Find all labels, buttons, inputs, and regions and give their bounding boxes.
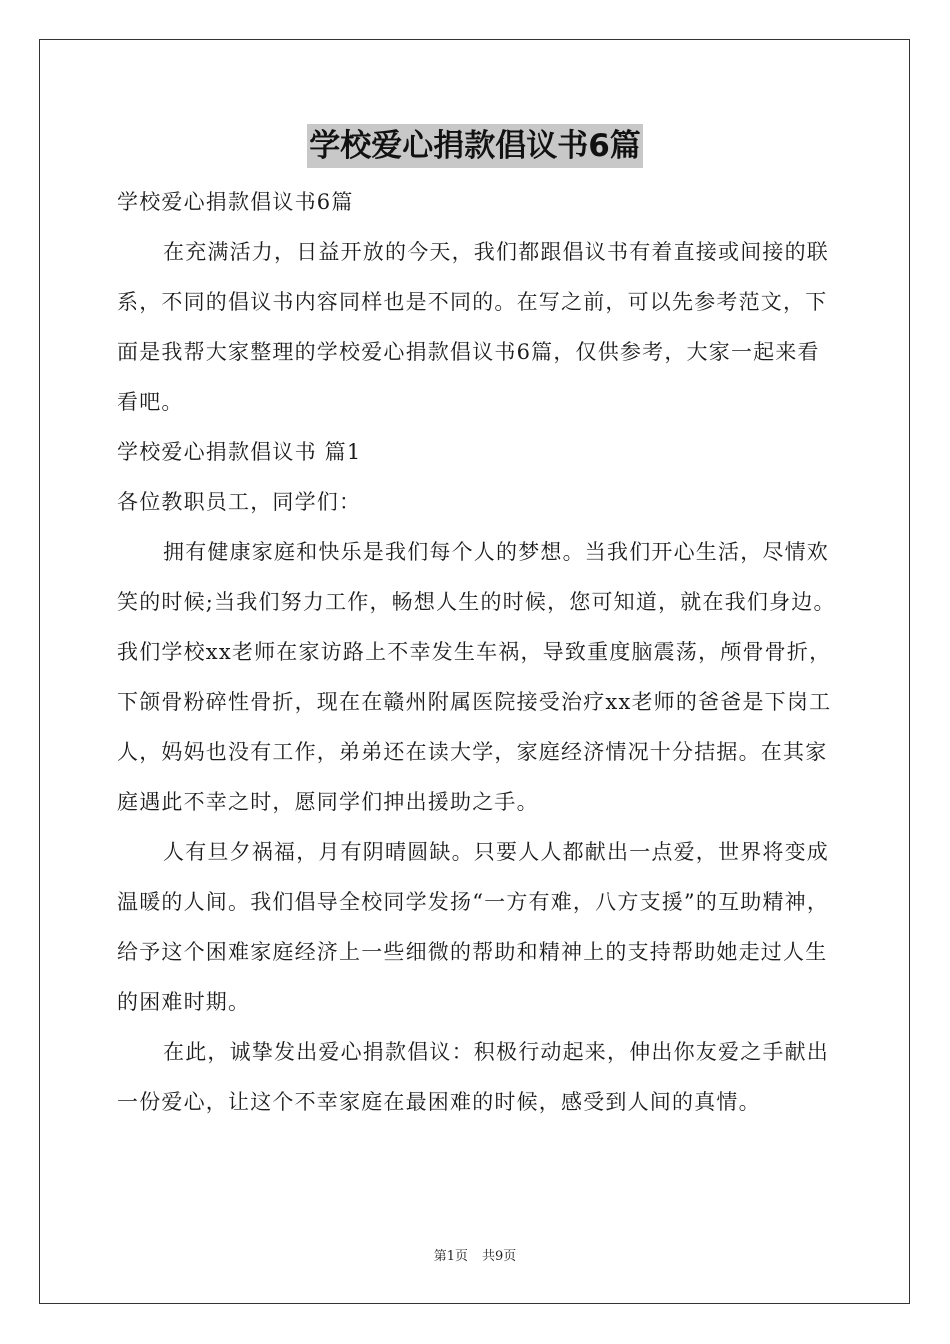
title-area [0,124,950,168]
page-number: 第1页 [433,1249,468,1264]
body-paragraph: 在此，诚挚发出爱心捐款倡议：积极行动起来，伸出你友爱之手献出一份爱心，让这个不幸家庭在最困难的时候，感受到人间的真情。 [117,1040,829,1114]
section-heading: 学校爱心捐款倡议书 篇1 [117,440,362,464]
intro-paragraph: 在充满活力，日益开放的今天，我们都跟倡议书有着直接或间接的联系，不同的倡议书内容同样也是不同的。在写之前，可以先参考范文，下面是我帮大家整理的学校爱心捐款倡议书6篇，仅供参考，大家一起来看看吧。 [117,240,829,414]
document-body [117,177,837,1127]
page-total: 共9页 [482,1249,517,1264]
body-paragraph: 人有旦夕祸福，月有阴晴圆缺。只要人人都献出一点爱，世界将变成温暖的人间。我们倡导全校同学发扬“一方有难，八方支援”的互助精神，给予这个困难家庭经济上一些细微的帮助和精神上的支持帮助她走过人生的困难时期。 [117,840,830,1014]
page-footer [0,1248,950,1266]
body-paragraph: 拥有健康家庭和快乐是我们每个人的梦想。当我们开心生活，尽情欢笑的时候;当我们努力工作，畅想人生的时候，您可知道，就在我们身边。我们学校xx老师在家访路上不幸发生车祸，导致重度脑震荡，颅骨骨折，下颌骨粉碎性骨折，现在在赣州附属医院接受治疗xx老师的爸爸是下岗工人，妈妈也没有工作，弟弟还在读大学，家庭经济情况十分拮据。在其家庭遇此不幸之时，愿同学们抻出援助之手。 [117,540,836,814]
document-title: 学校爱心捐款倡议书6篇 [307,124,643,168]
subtitle-line: 学校爱心捐款倡议书6篇 [117,190,354,214]
salutation: 各位教职员工，同学们： [117,490,362,514]
